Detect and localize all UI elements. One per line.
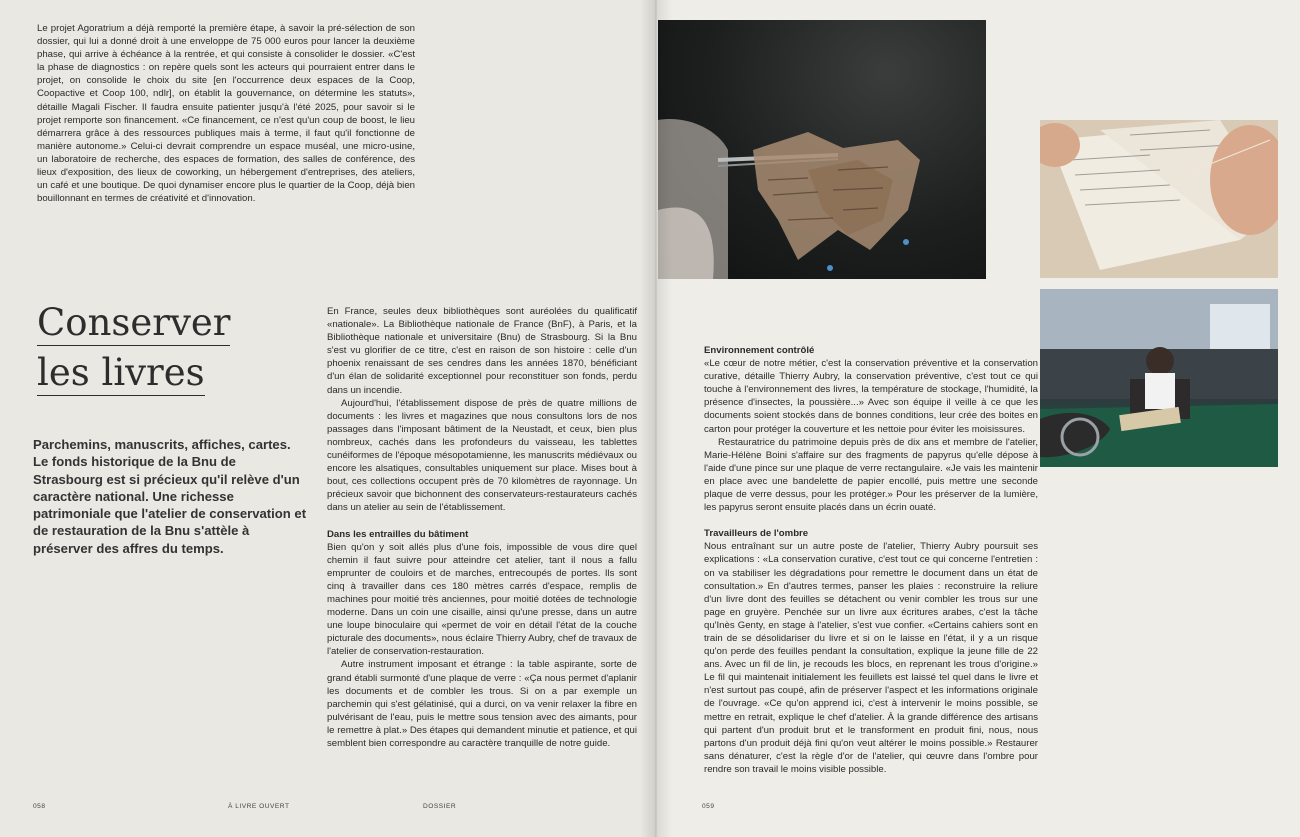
article-title [37,298,230,398]
col-paragraph-1: En France, seules deux bibliothèques sont auréolées du qualificatif «nationale». La Bibliothèque nationale de France (BnF), à Paris, et la Bibliothèque nationale et universitaire (Bnu) de Strasbourg. Si la Bnu s'est vu glorifier de ce titre, c'est en raison de son histoire : celle d'un phoenix renaissant de ses cendres dans les années 1870, bénéficiant d'un élan de solidarité exceptionnel pour reconstituer son fonds, perdu dans un incendie. [327,306,637,396]
title-line-1: Conserver [37,301,231,344]
folio-section: DOSSIER [423,803,457,810]
intro-paragraph [37,22,415,205]
right-paragraph-2: Restauratrice du patrimoine depuis près de dix ans et membre de l'atelier, Marie-Hélène Boini s'affaire sur des fragments de papyrus qu'elle dépose à l'aide d'une pince sur une plaque de verre rectangulaire. «Je vais les maintenir en place avec une bandelette de papier encollé, puis mettre une seconde plaque de verre dessus, pour les protéger.» Pour les préserver de la lumière, les papyrus seront ensuite placés dans un écrin ouaté. [704,436,1038,514]
right-paragraph-1: «Le cœur de notre métier, c'est la conservation préventive et la conservation curative, détaille Thierry Aubry, la conservation préventive, c'est tout ce qui touche à l'environnement des livres, la température de stockage, l'humidité, la présence d'insectes, la poussière...» Avec son équipe il veille à ce que les documents soient stockés dans de bonnes conditions, leur crée des boites en carton pour protéger la couverture et les nettoie pour éviter les moisissures. [704,358,1038,435]
left-column [327,305,637,750]
subheading-entrailles: Dans les entrailles du bâtiment [327,528,469,540]
atelier-image [1040,289,1278,467]
book-sewing-image [1040,120,1278,278]
subheading-environnement: Environnement contrôlé [704,345,815,356]
col-paragraph-2: Aujourd'hui, l'établissement dispose de près de quatre millions de documents : les livres et magazines que nous consultons lors de nos passages dans l'imposant bâtiment de la Neustadt, et ceux, bien plus nombreux, cachés dans les profondeurs du vaisseau, les tablettes cunéiformes de l'époque mésopotamienne, les manuscrits médiévaux ou encore les alsatiques, consultables uniquement sur place. Mises bout à bout, ces collections occupent près de 70 kilomètres de rayonnage. Un précieux savoir que bichonnent des conservateurs-restaurateurs cachés dans un atelier au sein de l'établissement. [327,397,637,514]
right-paragraph-3: Nous entraînant sur un autre poste de l'atelier, Thierry Aubry poursuit ses explications : «La conservation curative, c'est tout ce qui concerne l'entretien : on va stabiliser les dégradations pour remettre le document dans un état de consultation.» En d'autres termes, panser les plaies : reconstruire la reliure d'un livre dont des feuilles se détachent ou venir combler les trous sur une page en gruyère. Penchée sur un livre aux écritures arabes, c'est la tâche qu'Inès Genty, en stage à l'atelier, s'est vue confier. «Certains cahiers sont en train de se désolidariser du livre et si on le laisse en l'état, il y a un risque qu'on perde des feuilles pendant la consultation, explique la jeune fille de 22 ans. Avec un fil de lin, je recouds les blocs, en reprenant les trous d'origine.» Le fil qui maintenait initialement les feuillets est laissé tel quel dans le livre et n'est surtout pas coupé, afin de préserver l'aspect et les informations originale de l'ouvrage. «Ce qu'on apprend ici, c'est à intervenir le moins possible, se mettre en retrait, explique le chef d'atelier. À la grande différence des artisans qui partent d'un produit brut et le transforment en produit fini, nous, nous partons d'un produit déjà fini qu'on veut altérer le moins possible.» Restaurer sans dénaturer, c'est la règle d'or de l'atelier, qui œuvre dans l'ombre pour rendre son travail le moins visible possible. [704,541,1038,775]
article-lede: Parchemins, manuscrits, affiches, cartes. Le fonds historique de la Bnu de Strasbourg est si précieux qu'il relève d'un caractère national. Une richesse patrimoniale que l'atelier de conservation et de restauration de la Bnu s'attèle à préserver des affres du temps. [33,437,307,556]
book-sewing-photo [1040,120,1278,278]
col-paragraph-4: Autre instrument imposant et étrange : la table aspirante, sorte de grand établi surmonté d'une plaque de verre : «Ça nous permet d'aplanir les documents et de combler les trous. Si on a par exemple un parchemin qui s'est gélatinisé, qui a durci, on va venir relaxer la fibre en pulvérisant de l'eau, puis le mettre sous tension avec des aimants, pour le remettre à plat.» Des étapes qui demandent minutie et patience, et qui semblent bien correspondre au caractère tranquille de notre guide. [327,659,637,749]
folio-page-number: 058 [33,803,46,810]
subheading-travailleurs: Travailleurs de l'ombre [704,528,809,540]
papyrus-image [658,20,986,279]
intro-text: Le projet Agoratrium a déjà remporté la première étape, à savoir la pré-sélection de son dossier, qui lui a donné droit à une enveloppe de 75 000 euros pour lancer la deuxième phase, qui arrive à échéance à la rentrée, et qui consiste à consolider le dossier. «C'est la phase de diagnostics : on repère quels sont les acteurs qui pourraient entrer dans le projet, on consolide le choix du site [en l'occurrence deux espaces de la Coop, Coopactive et Coop 100, ndlr], on établit la gouvernance, on détermine les statuts», détaille Magali Fischer. Il faudra ensuite patienter jusqu'à l'été 2025, pour savoir si le projet remporte son financement. «Ce financement, ce n'est qu'un coup de boost, le lieu démarrera grâce à des ressources publiques mais à terme, il faut qu'il fonctionne de manière autonome.» Celui-ci devrait comprendre un espace muséal, une micro-usine, un laboratoire de recherche, des espaces de formation, des salles de conférence, des lieux d'exposition, des lieux de coworking, un hébergement d'entreprises, des ateliers, un café et une boutique. De quoi dynamiser encore plus le quartier de la Coop, déjà bien bouillonnant en termes de créativité et d'innovation. [37,23,415,205]
title-line-2: les livres [37,351,205,394]
papyrus-photo [658,20,986,279]
atelier-photo [1040,289,1278,467]
col-paragraph-3: Bien qu'on y soit allés plus d'une fois, impossible de vous dire quel chemin il faut suivre pour atteindre cet atelier, tant il nous a fallu emprunter de couloirs et de marches, entrecoupés de portes. Ils sont cinq à travailler dans ces 180 mètres carrés d'espace, remplis de machines pour moitié très anciennes, pour moitié dotées de technologie moderne. Dans un coin une cisaille, ainsi qu'une presse, dans un autre une loupe binoculaire qui «permet de voir en détail l'état de la couche picturale des documents», nous éclaire Thierry Aubry, chef de travaux de l'atelier de conservation-restauration. [327,541,637,658]
folio-rubric: À LIVRE OUVERT [228,803,290,810]
right-column [704,344,1038,776]
folio-page-number-right: 059 [702,803,715,810]
